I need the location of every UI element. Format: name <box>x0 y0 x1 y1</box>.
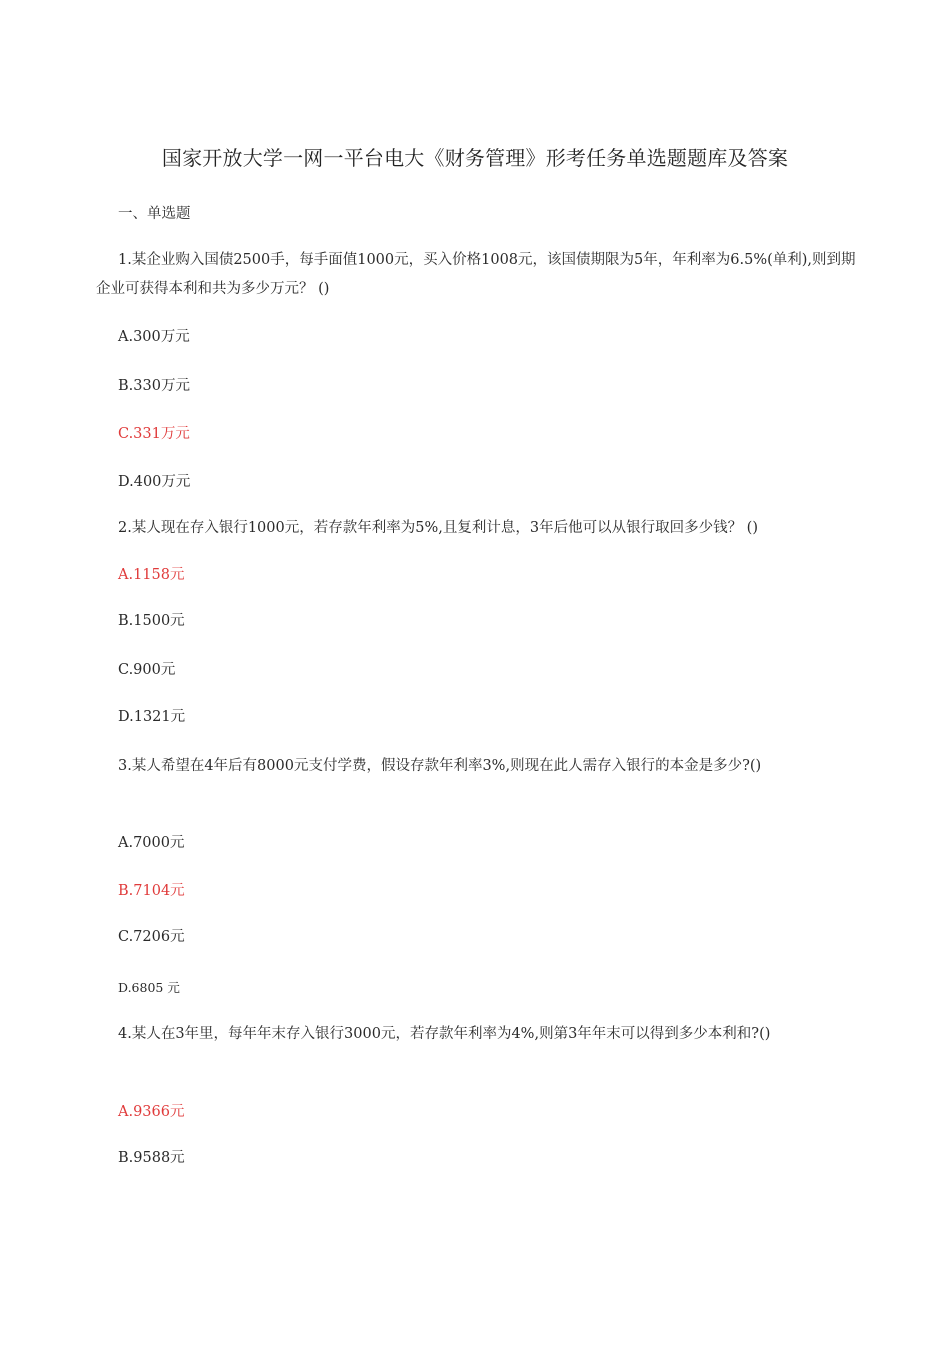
section-heading: 一、单选题 <box>118 206 191 222</box>
question-1-option-c-answer: C.331万元 <box>118 426 190 442</box>
question-1-option-b: B.330万元 <box>118 378 190 394</box>
question-1-text: 1.某企业购入国债2500手，每手面值1000元，买入价格1008元，该国债期限为5年，年利率为6.5%(单利),则到期企业可获得本利和共为多少万元？ () <box>96 252 856 297</box>
question-1-option-a: A.300万元 <box>118 329 190 345</box>
question-3-text: 3.某人希望在4年后有8000元支付学费，假设存款年利率3%,则现在此人需存入银行的本金是多少?() <box>118 758 762 774</box>
question-2-option-c: C.900元 <box>118 662 176 678</box>
question-4-text: 4.某人在3年里，每年年末存入银行3000元，若存款年利率为4%,则第3年年末可以得到多少本利和?() <box>118 1026 771 1042</box>
question-2-option-d: D.1321元 <box>118 709 186 725</box>
question-3-option-d: D.6805 元 <box>118 980 180 995</box>
question-2-option-b: B.1500元 <box>118 613 185 629</box>
question-3-option-c: C.7206元 <box>118 929 185 945</box>
question-1-option-d: D.400万元 <box>118 474 191 490</box>
document-title: 国家开放大学一网一平台电大《财务管理》形考任务单选题题库及答案 <box>161 146 789 170</box>
question-4-option-b: B.9588元 <box>118 1150 185 1166</box>
question-2-text: 2.某人现在存入银行1000元，若存款年利率为5%,且复利计息，3年后他可以从银行取回多少钱？ () <box>118 520 758 536</box>
question-3-option-b-answer: B.7104元 <box>118 883 185 899</box>
question-3-option-a: A.7000元 <box>118 835 185 851</box>
question-4-option-a-answer: A.9366元 <box>118 1104 185 1120</box>
question-2-option-a-answer: A.1158元 <box>118 567 185 583</box>
